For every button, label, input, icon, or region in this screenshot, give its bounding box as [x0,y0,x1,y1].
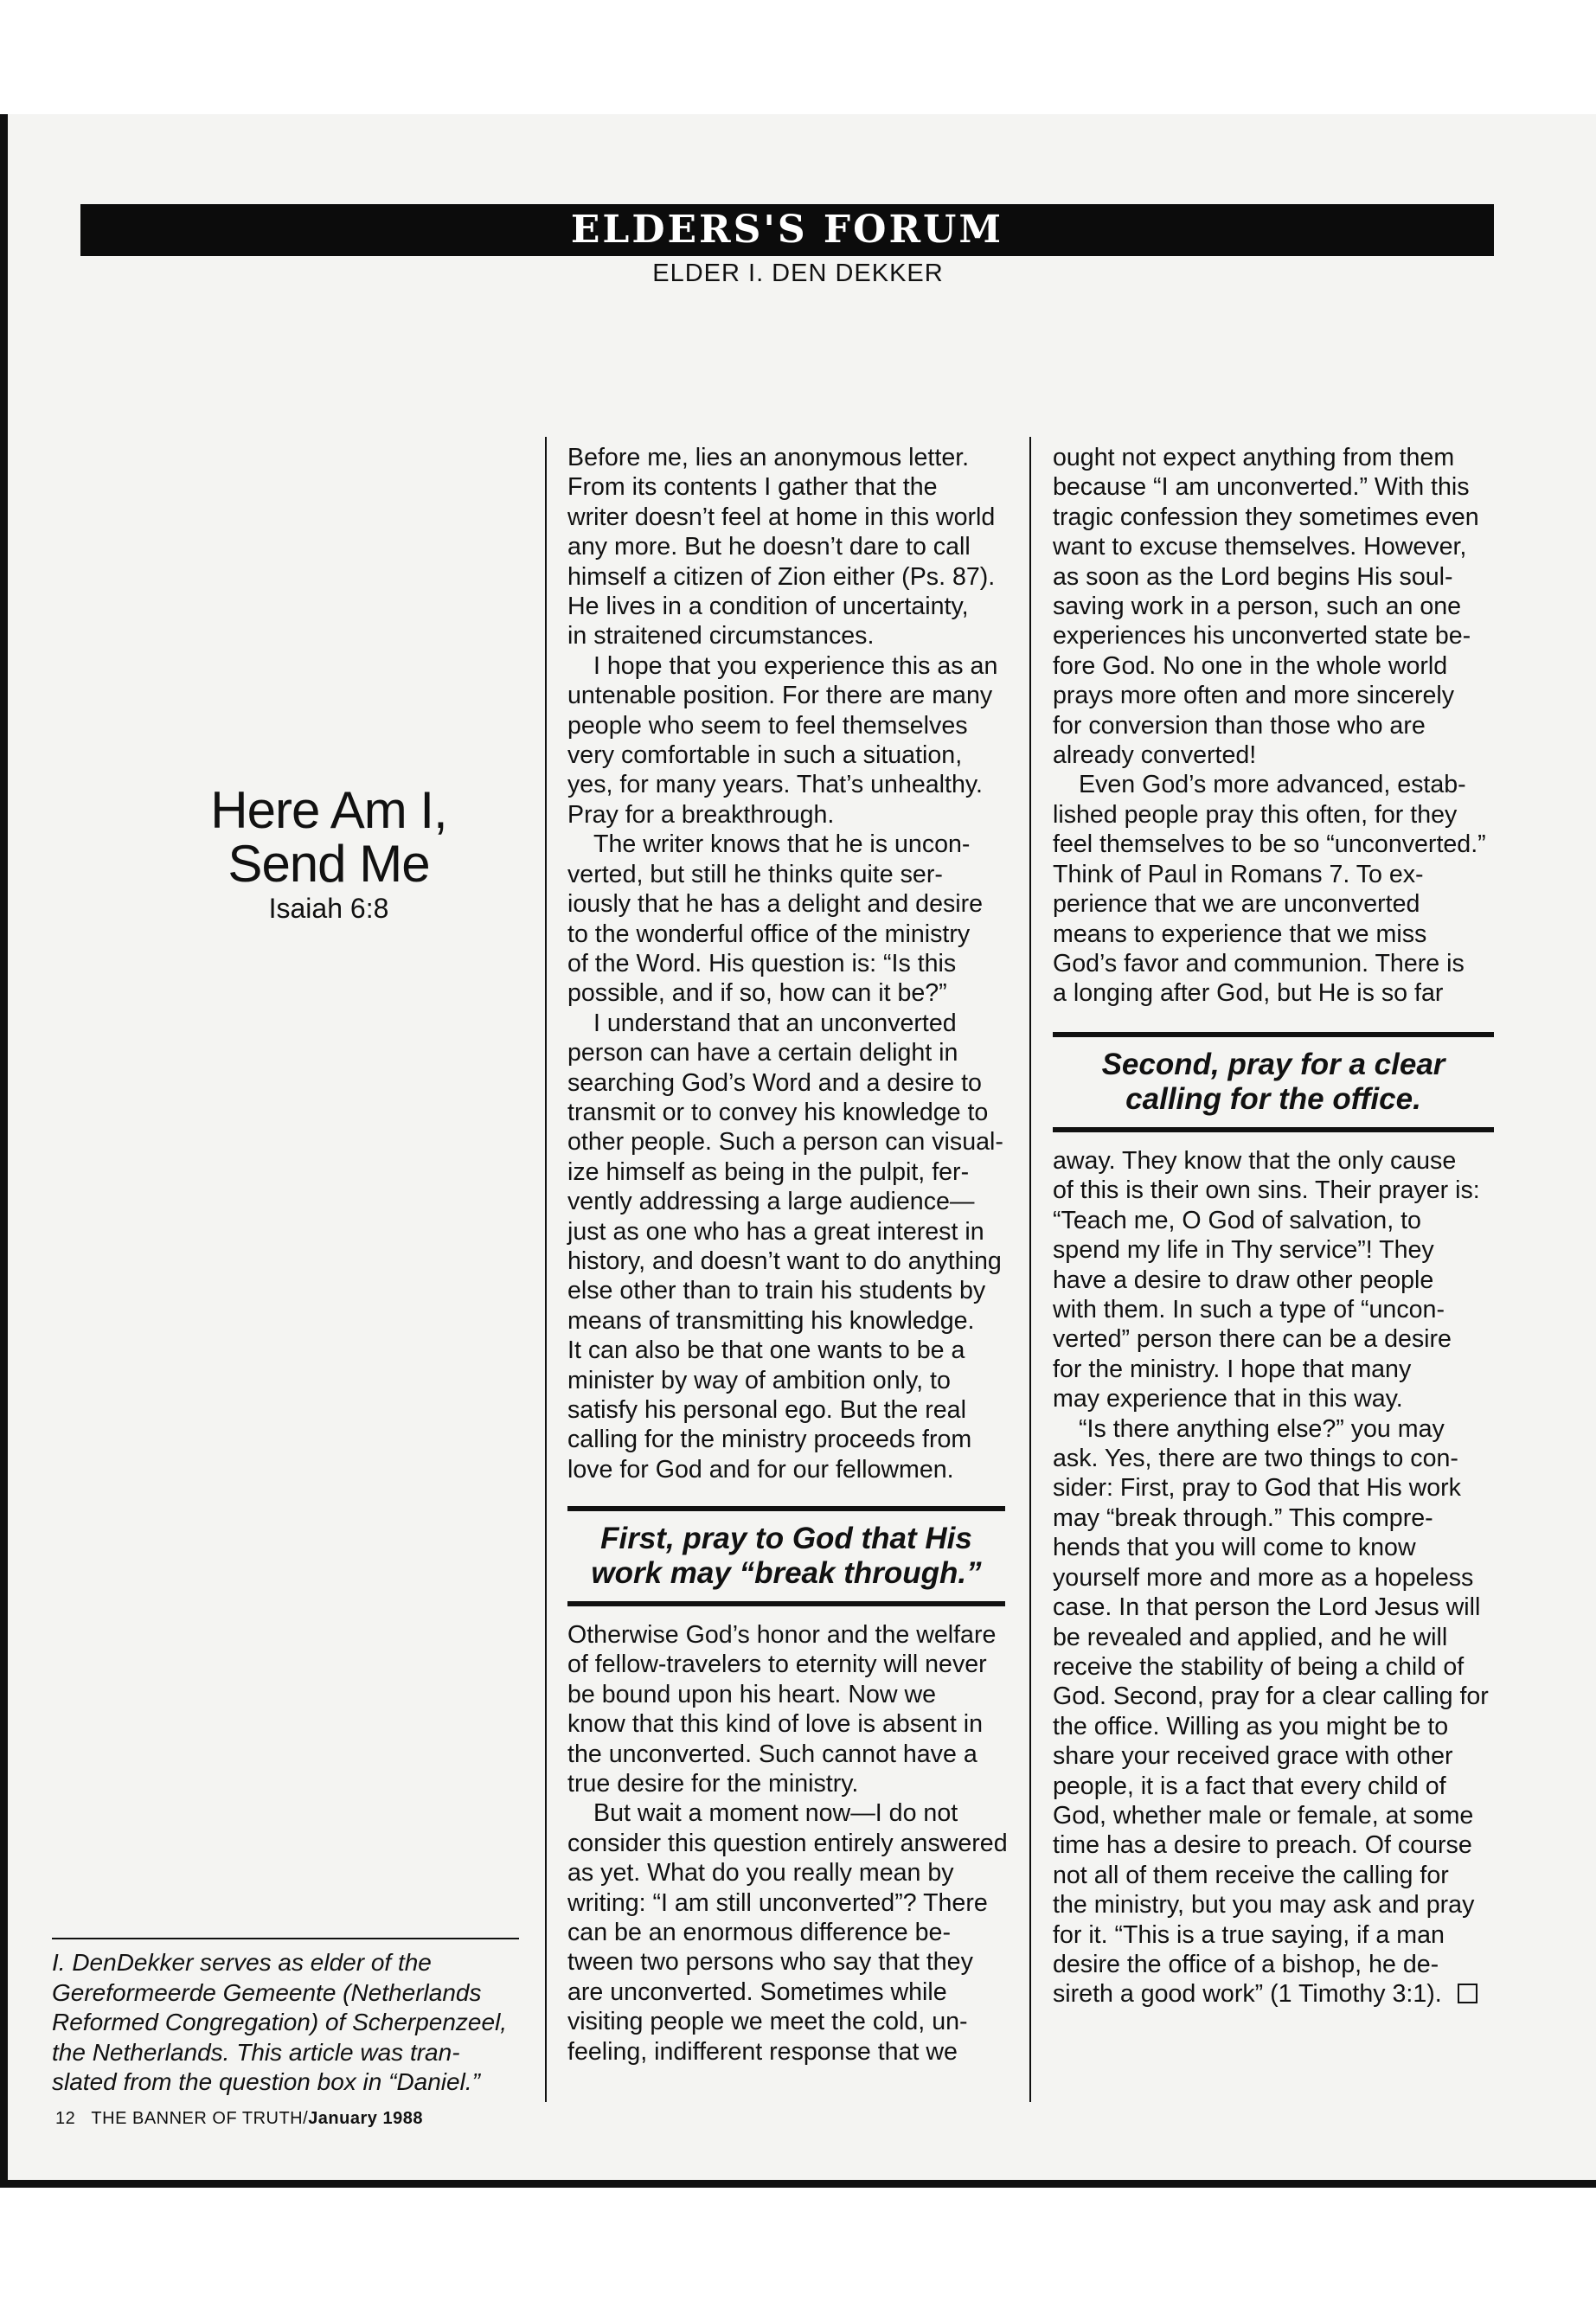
text-line: be bound upon his heart. Now we [567,1680,937,1708]
pull-quote-line: Second, pray for a clear [1101,1048,1445,1081]
text-line: as soon as the Lord begins His soul- [1053,562,1453,591]
text-line: of fellow-travelers to eternity will never [567,1650,987,1679]
text-line: iously that he has a delight and desire [567,890,984,919]
text-line: yourself more and more as a hopeless [1053,1563,1474,1592]
text-line: I understand that an unconverted [593,1009,957,1037]
paragraph [567,1009,1024,1485]
text-line: may experience that in this way. [1053,1385,1403,1413]
byline: ELDER I. DEN DEKKER [652,260,944,287]
publication-name: THE BANNER OF TRUTH/ [91,2109,309,2128]
text-line: Pray for a breakthrough. [567,800,835,829]
paragraph [567,830,1024,1008]
text-line: the office. Willing as you might be to [1053,1712,1449,1740]
text-line: writing: “I am still unconverted”? There [567,1888,988,1917]
text-line: ought not expect anything from them [1053,444,1455,471]
text-line: because “I am unconverted.” With this [1053,473,1470,502]
article-title-line: Send Me [228,835,430,893]
section-banner: ELDERS'S FORUM [80,204,1494,256]
text-line: consider this question entirely answered [567,1829,1008,1857]
pull-quote-rule [567,1601,1005,1606]
text-line: person can have a certain delight in [567,1039,958,1067]
scan-bottom-margin [0,2188,1596,2301]
text-line: himself a citizen of Zion either (Ps. 87). [567,562,996,591]
text-line: for it. “This is a true saying, if a man [1053,1920,1445,1949]
text-line: away. They know that the only cause [1053,1147,1457,1175]
paragraph [567,651,1024,830]
text-line: vently addressing a large audience— [567,1188,975,1216]
author-note-rule [52,1938,519,1939]
column-2-top-text [567,443,1024,1484]
paragraph [567,1798,1024,2067]
article-title [130,781,528,893]
text-line: case. In that person the Lord Jesus will [1053,1593,1481,1622]
text-line: are unconverted. Sometimes while [567,1977,947,2006]
text-line: the unconverted. Such cannot have a [567,1740,977,1768]
text-line: minister by way of ambition only, to [567,1366,951,1394]
text-line: untenable position. For there are many [567,682,993,710]
text-line: writer doesn’t feel at home in this world [567,503,996,531]
text-line: not all of them receive the calling for [1053,1861,1449,1889]
text-line: perience that we are unconverted [1053,890,1420,919]
text-line: have a desire to draw other people [1053,1266,1434,1294]
text-line: already converted! [1053,741,1257,770]
text-line: other people. Such a person can visual- [567,1128,1003,1157]
pull-quote-first [567,1506,1005,1606]
author-note-line: the Netherlands. This article was tran- [52,2038,460,2066]
text-line: sider: First, pray to God that His work [1053,1474,1461,1503]
scan-top-margin [0,0,1596,114]
text-line: a longing after God, but He is so far [1053,979,1444,1008]
text-line: I hope that you experience this as an [593,651,998,680]
text-line: God. Second, pray for a clear calling for [1053,1682,1489,1711]
paragraph [567,443,1024,651]
column-3-top-text [1053,443,1509,1009]
author-note-line: I. DenDekker serves as elder of the [52,1949,432,1976]
page-left-edge [0,114,8,2186]
text-line: feeling, indifferent response that we [567,2037,958,2066]
text-line: ask. Yes, there are two things to con- [1053,1445,1458,1473]
page-footer [55,2109,423,2129]
column-divider [545,437,547,2102]
text-line: any more. But he doesn’t dare to call [567,533,971,561]
end-of-article-mark [1458,1984,1477,2003]
pull-quote-text [1053,1048,1494,1117]
text-line: for conversion than those who are [1053,711,1426,740]
text-line: God, whether male or female, at some [1053,1801,1474,1830]
text-line: But wait a moment now—I do not [593,1799,958,1828]
text-line: The writer knows that he is uncon- [593,830,971,859]
text-line: transmit or to convey his knowledge to [567,1098,989,1126]
pull-quote-rule [1053,1127,1494,1132]
text-line: “Is there anything else?” you may [1079,1414,1445,1443]
text-line: share your received grace with other [1053,1742,1453,1771]
text-line: calling for the ministry proceeds from [567,1426,972,1454]
text-line: He lives in a condition of uncertainty, [567,593,969,621]
text-line: ize himself as being in the pulpit, fer- [567,1157,970,1186]
text-line: Think of Paul in Romans 7. To ex- [1053,860,1424,888]
text-line: people, it is a fact that every child of [1053,1772,1446,1800]
text-line: verted, but still he thinks quite ser- [567,860,943,888]
pull-quote-rule [567,1506,1005,1511]
text-line: to the wonderful office of the ministry [567,920,971,948]
text-line: history, and doesn’t want to do anything [567,1247,1002,1275]
text-line: the ministry, but you may ask and pray [1053,1891,1475,1920]
paragraph [1053,443,1509,770]
column-2-bottom-text [567,1620,1024,2067]
text-line: tragic confession they sometimes even [1053,503,1479,531]
issue-date: January 1988 [308,2109,423,2128]
text-line: spend my life in Thy service”! They [1053,1236,1434,1265]
text-line: means to experience that we miss [1053,920,1427,948]
text-line: It can also be that one wants to be a [567,1336,965,1365]
text-line: may “break through.” This compre- [1053,1503,1433,1532]
text-line: searching God’s Word and a desire to [567,1068,982,1097]
text-line: for the ministry. I hope that many [1053,1355,1412,1383]
author-note-line: Gereformeerde Gemeente (Netherlands [52,1978,482,2006]
text-line: just as one who has a great interest in [567,1217,984,1246]
page-bottom-edge [0,2180,1596,2188]
text-line: of this is their own sins. Their prayer is: [1053,1176,1480,1205]
text-line: Otherwise God’s honor and the welfare [567,1621,997,1649]
text-line: of the Word. His question is: “Is this [567,949,957,977]
text-line: with them. In such a type of “uncon- [1053,1296,1445,1324]
text-line: visiting people we meet the cold, un- [567,2008,968,2036]
pull-quote-line: First, pray to God that His [600,1522,972,1555]
text-line: tween two persons who say that they [567,1948,973,1977]
pull-quote-line: work may “break through.” [591,1556,982,1590]
text-line: possible, and if so, how can it be?” [567,979,947,1008]
text-line: people who seem to feel themselves [567,711,968,740]
text-line: very comfortable in such a situation, [567,741,963,770]
author-note-line: slated from the question box in “Daniel.” [52,2068,480,2095]
text-line: sireth a good work” (1 Timothy 3:1). [1053,1980,1442,2009]
text-line: From its contents I gather that the [567,473,938,502]
pull-quote-text [567,1522,1005,1591]
text-line: means of transmitting his knowledge. [567,1306,975,1335]
text-line: want to excuse themselves. However, [1053,533,1467,561]
text-line: else other than to train his students by [567,1277,986,1305]
text-line: God’s favor and communion. There is [1053,949,1465,977]
text-line: in straitened circumstances. [567,622,875,651]
pull-quote-second [1053,1032,1494,1132]
text-line: “Teach me, O God of salvation, to [1053,1206,1421,1234]
page-number: 12 [55,2109,76,2128]
paragraph [1053,770,1509,1008]
text-line: desire the office of a bishop, he de- [1053,1950,1439,1978]
column-3-bottom-text [1053,1146,1509,2009]
text-line: hends that you will come to know [1053,1534,1416,1562]
paragraph [567,1620,1024,1798]
text-line: can be an enormous difference be- [567,1919,951,1947]
paragraph [1053,1414,1509,2009]
pull-quote-rule [1053,1032,1494,1037]
text-line: prays more often and more sincerely [1053,682,1455,710]
pull-quote-line: calling for the office. [1125,1082,1421,1116]
text-line: love for God and for our fellowmen. [567,1455,954,1484]
author-note [52,1948,529,2098]
text-line: saving work in a person, such an one [1053,593,1462,621]
author-note-line: Reformed Congregation) of Scherpenzeel, [52,2009,508,2035]
text-line: Before me, lies an anonymous letter. [567,444,970,471]
text-line: receive the stability of being a child of [1053,1652,1465,1681]
text-line: Even God’s more advanced, estab- [1079,771,1466,799]
scripture-reference: Isaiah 6:8 [268,893,389,924]
text-line: be revealed and applied, and he will [1053,1623,1448,1651]
text-line: as yet. What do you really mean by [567,1859,954,1888]
text-line: fore God. No one in the whole world [1053,651,1448,680]
text-line: feel themselves to be so “unconverted.” [1053,830,1486,859]
text-line: know that this kind of love is absent in [567,1710,984,1739]
column-divider [1029,437,1031,2102]
text-line: yes, for many years. That’s unhealthy. [567,771,983,799]
text-line: satisfy his personal ego. But the real [567,1396,966,1424]
text-line: time has a desire to preach. Of course [1053,1831,1472,1860]
text-line: lished people pray this often, for they [1053,800,1458,829]
text-line: verted” person there can be a desire [1053,1325,1452,1354]
text-line: true desire for the ministry. [567,1770,859,1798]
article-title-line: Here Am I, [210,781,447,839]
text-line: experiences his unconverted state be- [1053,622,1471,651]
paragraph [1053,1146,1509,1414]
